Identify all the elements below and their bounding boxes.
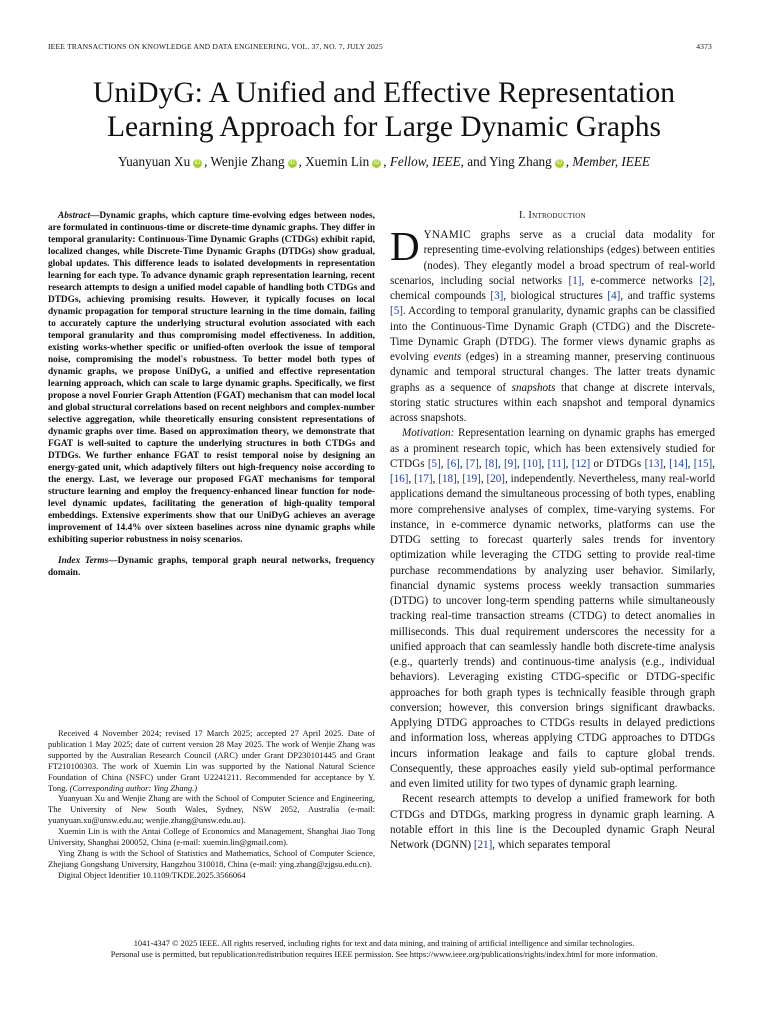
emphasis: snapshots — [511, 381, 556, 394]
body-text: , e-commerce networks — [581, 274, 700, 287]
citation-link[interactable]: [16] — [390, 473, 409, 485]
citation-link[interactable]: [20] — [486, 473, 505, 485]
index-terms — [48, 555, 375, 579]
citation-link[interactable]: [5] — [390, 305, 403, 318]
citation-link[interactable]: [13] — [644, 457, 664, 470]
citation-link[interactable]: [21] — [473, 839, 493, 851]
citation-link[interactable]: [3] — [490, 290, 504, 302]
author-conj: and — [467, 154, 487, 169]
copyright-notice — [20, 938, 748, 960]
citation-link[interactable]: [19] — [462, 473, 481, 485]
abstract — [48, 210, 375, 546]
drop-cap: D — [390, 223, 420, 269]
paragraph-label: Motivation: — [402, 427, 455, 440]
citation-link[interactable]: [14] — [669, 457, 688, 470]
body-text: , which separates temporal — [492, 839, 611, 851]
abstract-label: Abstract — [58, 211, 91, 221]
copyright-line-2: Personal use is permitted, but republication/redistribution requires IEEE permission. See https://www.ieee.org/publications/rights/index.html for more information. — [110, 950, 658, 960]
author-name: Xuemin Lin — [305, 154, 370, 169]
citation-link[interactable]: [7] — [465, 457, 479, 470]
intro-paragraph-1 — [390, 223, 715, 426]
page-number: 4373 — [696, 42, 712, 51]
doi[interactable]: Digital Object Identifier 10.1109/TKDE.2025.3566064 — [58, 869, 246, 880]
body-text: that change at discrete intervals, storing static structures within each snapshot and temporal dynamics across snapshots. — [390, 381, 715, 424]
body-text: , biological structures — [503, 290, 608, 302]
lead-caps: YNAMIC — [423, 229, 472, 241]
body-text: (edges) in a streaming manner, preserving continuous dynamic and temporal structural changes. The latter treats dynamic graphs as a sequence of — [390, 351, 715, 394]
author-name: Wenjie Zhang — [210, 154, 285, 169]
body-text: Representation learning on dynamic graphs has emerged as a prominent research topic, which has been extensively studied for CTDGs — [390, 427, 715, 470]
author-name: Ying Zhang — [489, 154, 552, 169]
intro-paragraph-2 — [390, 426, 715, 792]
body-text: , independently. Nevertheless, many real-world applications demand the simultaneous processing of both types, enabling more comprehensive analyses of complex, time-varying systems. For instance, in e-commerce dynamic networks, platforms can use the DTDG setting to forecast quarterly sales trends for inventory optimization while leveraging the CTDG setting to provide real-time purchase recommendations by analyzing user behavior. Similarly, financial dynamic systems process weekly transaction summaries (DTDG) to uncover long-term spending patterns while simultaneously tracking real-time transaction streams (CTDG) to detect anomalies in milliseconds. This dual requirement underscores the necessity for a unified approach that can seamlessly handle both discrete-time analysis (e.g., quarterly trends) and continuous-time analysis (e.g., individual behaviors). Leveraging existing CTDG-specific or DTDG-specific approaches for both graph types is technically feasible through graph conversion; however, this conversion brings significant drawbacks. Applying DTDG approaches to CTDGs results in delayed predictions and information loss, whereas applying CTDG approaches to DTDGs incurs information leakage and fails to capture global trends. Consequently, these approaches easily yield sub-optimal performance and even limited utility for two types of dynamic graph learning. — [390, 473, 716, 790]
body-text: or DTDGs — [590, 457, 645, 470]
journal-name: IEEE TRANSACTIONS ON KNOWLEDGE AND DATA ENGINEERING, VOL. 37, NO. 7, JULY 2025 — [48, 42, 383, 51]
citation-link[interactable]: [1] — [568, 274, 582, 287]
body-text: Recent research attempts to develop a unified framework for both CTDGs and DTDGs, marking progress in dynamic graph learning. A notable effort in this line is the Decoupled dynamic Graph Neural Network (DGNN) — [390, 793, 715, 851]
ctdg-citations: [5], [6], [7], [8], [9], [10], [11], [12] — [427, 457, 591, 470]
author-role: Fellow, IEEE — [389, 154, 461, 169]
corresponding-author: (Corresponding author: Ying Zhang.) — [69, 782, 198, 793]
footnote-affiliation: Xuemin Lin is with the Antai College of Economics and Management, Shanghai Jiao Tong University, Shanghai 200052, China (e-mail: xuemin.lin@gmail.com). — [48, 826, 375, 848]
citation-link[interactable]: [17] — [414, 473, 433, 485]
citation-link[interactable]: [8] — [484, 457, 498, 470]
author-role: Member, IEEE — [572, 154, 650, 169]
section-title: Introduction — [528, 210, 586, 221]
section-number: I. — [519, 210, 526, 221]
body-text: graphs serve as a crucial data modality for representing time-evolving relationships (edges) between entities (nodes). They elegantly model a broad spectrum of real-world scenarios, including social networks — [390, 229, 715, 287]
citation-link[interactable]: [15] — [693, 457, 713, 470]
footnotes — [48, 728, 375, 881]
body-text: . According to temporal granularity, dynamic graphs can be classified into the Continuous-Time Dynamic Graph (CTDG) and the Discrete-Time Dynamic Graph (DTDG). The former views dynamic graphs as evolving — [390, 305, 715, 363]
emphasis: events — [433, 351, 462, 363]
footnote-affiliation: Ying Zhang is with the School of Statistics and Mathematics, School of Computer Science, Zhejiang Gongshang University, Hangzhou 310018, China (e-mail: ying.zhang@zjgsu.edu.cn). — [48, 847, 375, 869]
orcid-icon[interactable]: iD — [194, 160, 201, 166]
title-line-1: UniDyG: A Unified and Effective Representation — [93, 77, 675, 109]
citation-link[interactable]: [18] — [438, 473, 457, 485]
footnote-received-text: Received 4 November 2024; revised 17 March 2025; accepted 27 April 2025. Date of publication 1 May 2025; date of current version 28 May 2025. The work of Wenjie Zhang was supported by the Australian Research Council (ARC) under Grant DP230101445 and Grant FT210100303. The work of Xuemin Lin was supported by the National Natural Science Foundation of China (NSFC) under Grant U2241211. Recommended for acceptance by Y. Tong. — [48, 728, 375, 793]
citation-link[interactable]: [4] — [607, 290, 621, 302]
section-heading — [390, 210, 715, 221]
right-column — [390, 210, 715, 853]
paper-title — [30, 76, 738, 144]
abstract-text: —Dynamic graphs, which capture time-evolving edges between nodes, are formulated in continuous-time or discrete-time dynamic graphs. They differ in temporal granularity: Continuous-Time Dynamic Graphs (CTDGs) exhibit rapid, localized changes, while Discrete-Time Dynamic Graphs (DTDGs) show gradual, global updates. This difference leads to isolated developments in representation learning for each type. To advance dynamic graph representation learning, recent research attempts to design a unified model capable of handling both CTDGs and DTDGs, achieving promising results. However, it typically focuses on local dynamic propagation for temporal structure learning in the time domain, failing to accurately capture the underlying structural evolution associated with each temporal granularity and thus compromising model effectiveness. In addition, existing works-whether specific or unified-often overlook the issue of temporal noise, compromising the model's robustness. To better model both types of dynamic graphs, we propose UniDyG, a unified and effective representation learning approach, which can scale to large dynamic graphs. Specifically, we first propose a novel Fourier Graph Attention (FGAT) mechanism that can model local and global structural correlations based on recent neighbors and complex-number selective aggregation, while theoretically ensuring consistent representations of dynamic graphs over time. Based on approximation theory, we demonstrate that FGAT is well-suited to capture the underlying structures in both CTDGs and DTDGs. We further enhance FGAT to resist temporal noise by designing an energy-gated unit, which adaptively filters out high-frequency noise according to the energy. Last, we leverage our proposed FGAT mechanisms for temporal structure learning and employ the frequency-enhanced linear function for node-level dynamic updates, facilitating the generation of high-quality temporal embeddings. Extensive experiments show that our UniDyG achieves an average improvement of 14.4% over sixteen baselines across nine dynamic graphs while exhibiting superior robustness in noisy scenarios. — [48, 211, 375, 545]
intro-paragraph-3 — [390, 792, 715, 853]
citation-link[interactable]: [2] — [699, 274, 713, 287]
author-name: Yuanyuan Xu — [118, 154, 191, 169]
citation-link[interactable]: [10] — [523, 457, 542, 470]
footnote-received — [48, 728, 375, 793]
citation-link[interactable]: [6] — [446, 457, 460, 470]
orcid-icon[interactable]: iD — [289, 160, 295, 166]
index-terms-label: Index Terms — [58, 556, 109, 566]
index-terms-text: —Dynamic graphs, temporal graph neural networks, frequency domain. — [48, 556, 375, 578]
citation-link[interactable]: [11] — [547, 457, 566, 470]
author-list: Yuanyuan Xu iD , Wenjie Zhang iD , Xuemin Lin iD , Fellow, IEEE, and Ying Zhang iD , Member, IEEE — [118, 154, 650, 169]
body-text: , and traffic systems — [620, 290, 715, 302]
orcid-icon[interactable]: iD — [556, 160, 563, 166]
copyright-line-1: 1041-4347 © 2025 IEEE. All rights reserved, including rights for text and data mining, and training of artificial intelligence and similar technologies. — [133, 939, 635, 948]
running-head — [48, 42, 712, 51]
citation-link[interactable]: [5] — [427, 457, 441, 470]
title-line-2: Learning Approach for Large Dynamic Graphs — [106, 111, 662, 143]
dtdg-citations: [13], [14], [15], [16], [17], [18], [19], [20] — [390, 457, 715, 485]
footnote-affiliation: Yuanyuan Xu and Wenjie Zhang are with the School of Computer Science and Engineering, The University of New South Wales, Sydney, NSW 2052, Australia (e-mail: yuanyuan.xu@unsw.edu.au; wenjie.zhang@unsw.edu.au). — [48, 793, 375, 826]
orcid-icon[interactable]: iD — [373, 160, 380, 166]
citation-link[interactable]: [12] — [571, 457, 591, 470]
body-text: , chemical compounds — [390, 274, 715, 302]
left-column — [48, 210, 375, 579]
citation-link[interactable]: [9] — [503, 457, 517, 470]
